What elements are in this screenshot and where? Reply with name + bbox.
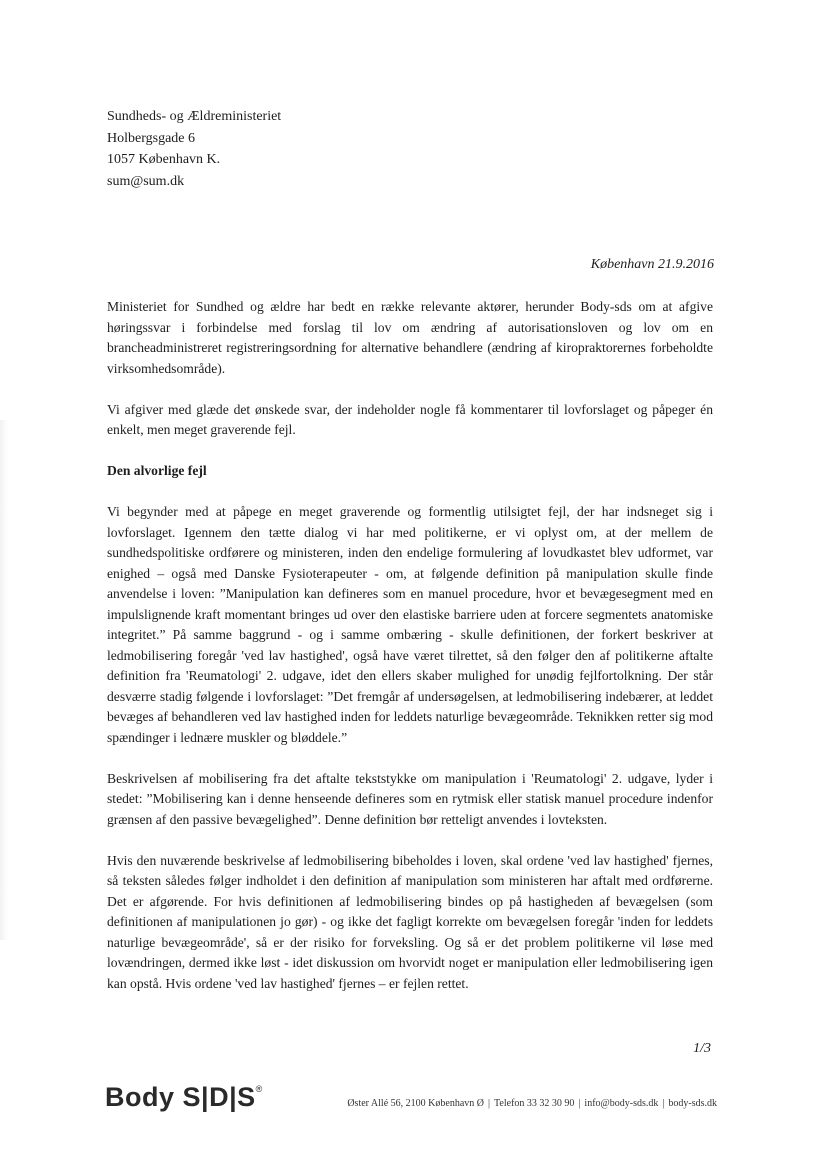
scan-edge-shadow [0,420,8,940]
logo-text: Body S|D|S [105,1082,256,1112]
footer-email: info@body-sds.dk [584,1098,659,1109]
recipient-city: 1057 København K. [107,152,221,167]
section-heading: Den alvorlige fejl [107,463,207,478]
footer-separator: | [578,1098,581,1109]
footer-address: Øster Allé 56, 2100 København Ø [347,1098,484,1109]
footer [105,1082,717,1122]
page-number: 1/3 [693,1041,711,1056]
registered-mark: ® [255,1084,263,1094]
recipient-email: sum@sum.dk [107,173,185,189]
recipient-street: Holbergsgade 6 [107,130,195,146]
letter-body [107,297,713,1015]
paragraph-response: Vi afgiver med glæde det ønskede svar, der indeholder nogle få kommentarer til lovforslaget og påpeger én enkelt, men meget graverende fejl. [107,401,713,437]
paragraph-recommendation: Hvis den nuværende beskrivelse af ledmobilisering bibeholdes i loven, skal ordene 'ved lav hastighed' fjernes, så teksten således følger indholdet i den definition af manipulation som ministeren har aftalt med ordførerne. Det er afgørende. For hvis definitionen af ledmobilisering bindes op på hastigheden af bevægelsen (som definitionen af manipulationen jo gør) - og ikke det fagligt korrekte om bevægelsen foregår 'inden for leddets naturlige bevægeområde', så er der risiko for forveksling. Og så er det problem politikerne vil løse med lovændringen, dermed ikke løst - idet diskussion om hvorvidt noget er manipulation eller ledmobilisering igen kan opstå. Hvis ordene 'ved lav hastighed' fjernes – er fejlen rettet. [107,852,713,991]
footer-web: body-sds.dk [668,1098,717,1109]
footer-phone: Telefon 33 32 30 90 [494,1098,575,1109]
place-date: København 21.9.2016 [590,257,714,272]
footer-separator: | [487,1098,490,1109]
footer-contact [347,1098,717,1109]
footer-separator: | [662,1098,665,1109]
paragraph-intro: Ministeriet for Sundhed og ældre har bedt en række relevante aktører, herunder Body-sds om at afgive høringssvar i forbindelse med forslag til lov om ændring af autorisationsloven og lov om en brancheadministreret registreringsordning for alternative behandlere (ændring af kiropraktorernes forbeholdte virksomhedsområde). [107,299,713,376]
recipient-name: Sundheds- og Ældreministeriet [107,109,282,124]
paragraph-error-description: Vi begynder med at påpege en meget graverende og formentlig utilsigtet fejl, der har indsneget sig i lovforslaget. Igennem den tætte dialog vi har med politikerne, er vi oplyst om, at der mellem de sundhedspolitiske ordførere og ministeren, inden den endelige formulering af lovudkastet blev udformet, var enighed – også med Danske Fysioterapeuter - om, at følgende definition på manipulation skulle finde anvendelse i loven: ”Manipulation kan defineres som en manuel procedure, hvor et bevægesegment med en impulslignende kraft momentant bringes ud over den elastiske barriere uden at forcere segmentets anatomiske integritet.” På samme baggrund - og i samme ombæring - skulle definitionen, der forkert beskriver at ledmobilisering foregår 'ved lav hastighed', også have været tilrettet, så den følger den af politikerne aftalte definition fra 'Reumatologi' 2. udgave, idet den ellers skaber mulighed for unødig fejlfortolkning. Der står desværre stadig følgende i lovforslaget: ”Det fremgår af undersøgelsen, at ledmobilisering indebærer, at leddet bevæges af behandleren ved lav hastighed inden for leddets naturlige bevægeområde. Teknikken retter sig mod spændinger i lednære muskler og bløddele.” [107,504,713,745]
body-sds-logo [105,1082,263,1113]
recipient-address [107,106,281,192]
paragraph-mobilisation-definition: Beskrivelsen af mobilisering fra det aftalte tekststykke om manipulation i 'Reumatologi' 2. udgave, lyder i stedet: ”Mobilisering kan i denne henseende defineres som en rytmisk eller statisk manuel procedure indenfor grænsen af den passive bevægelighed”. Denne definition bør retteligt anvendes i lovteksten. [107,770,713,827]
